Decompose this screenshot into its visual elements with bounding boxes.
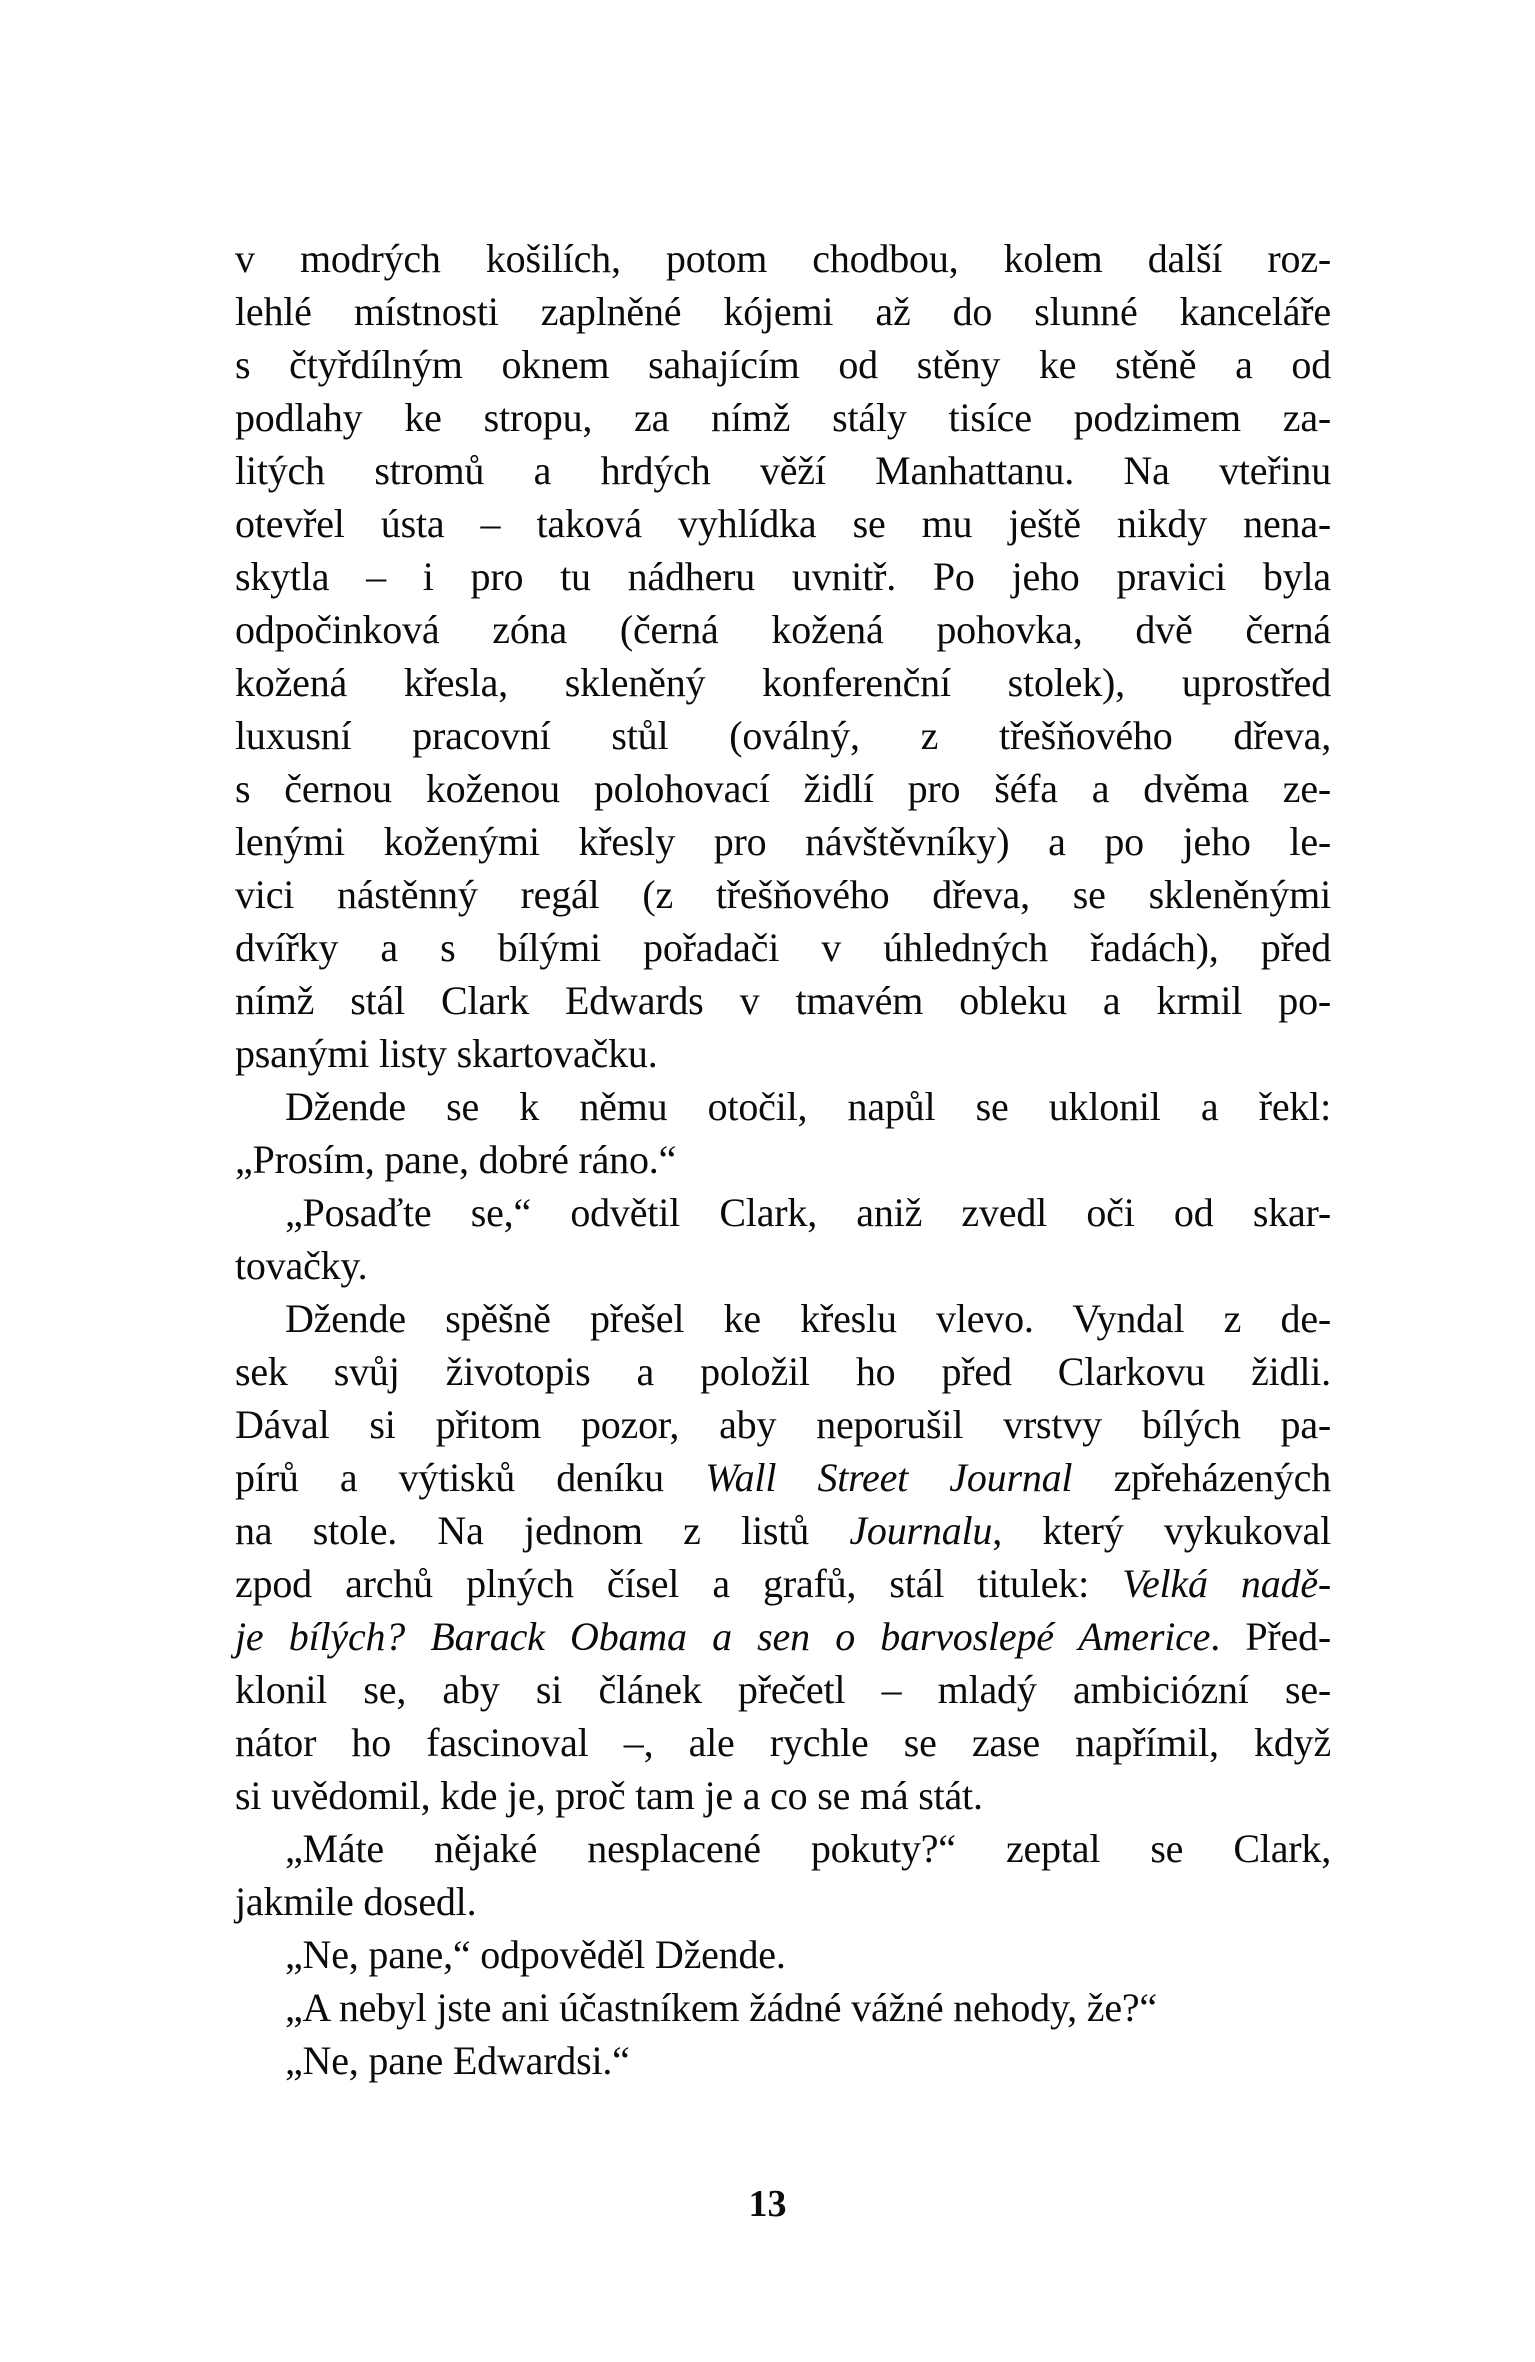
text-line <box>235 1027 1331 1080</box>
text-line <box>235 497 1331 550</box>
text-line <box>235 444 1331 497</box>
body-text: „Posaďte se,“ odvětil Clark, aniž zvedl oči od skar- <box>285 1190 1331 1235</box>
body-text: na stole. Na jednom z listů <box>235 1508 850 1553</box>
text-line <box>235 1716 1331 1769</box>
text-line <box>235 1186 1331 1239</box>
body-text: . Před- <box>1210 1614 1331 1659</box>
body-text: , který vykukoval <box>992 1508 1332 1553</box>
text-line <box>235 1133 1331 1186</box>
body-text: tovačky. <box>235 1243 368 1288</box>
text-line <box>235 1663 1331 1716</box>
body-text: s černou koženou polohovací židlí pro šéfa a dvěma ze- <box>235 766 1331 811</box>
body-text: vici nástěnný regál (z třešňového dřeva, se skleněnými <box>235 872 1331 917</box>
text-line <box>235 232 1331 285</box>
italic-text: Journalu <box>849 1508 993 1553</box>
body-text: Džende se k němu otočil, napůl se uklonil a řekl: <box>285 1084 1331 1129</box>
text-line <box>235 1822 1331 1875</box>
text-line <box>235 974 1331 1027</box>
text-line <box>235 1239 1331 1292</box>
body-text: podlahy ke stropu, za nímž stály tisíce podzimem za- <box>235 395 1331 440</box>
body-text: psanými listy skartovačku. <box>235 1031 658 1076</box>
text-line <box>235 762 1331 815</box>
text-line <box>235 1292 1331 1345</box>
body-text: „Ne, pane Edwardsi.“ <box>285 2038 630 2083</box>
body-text: „Máte nějaké nesplacené pokuty?“ zeptal se Clark, <box>285 1826 1331 1871</box>
body-text: lenými koženými křesly pro návštěvníky) a po jeho le- <box>235 819 1331 864</box>
body-text: zpod archů plných čísel a grafů, stál titulek: <box>235 1561 1123 1606</box>
text-line <box>235 921 1331 974</box>
body-text: odpočinková zóna (černá kožená pohovka, dvě černá <box>235 607 1331 652</box>
text-line <box>235 1345 1331 1398</box>
body-text: luxusní pracovní stůl (oválný, z třešňového dřeva, <box>235 713 1331 758</box>
body-text: pírů a výtisků deníku <box>235 1455 706 1500</box>
text-line <box>235 1769 1331 1822</box>
page-number: 13 <box>748 2183 787 2225</box>
body-text: lehlé místnosti zaplněné kójemi až do slunné kanceláře <box>235 289 1331 334</box>
italic-text: je bílých? Barack Obama a sen o barvoslepé Americe <box>235 1614 1211 1659</box>
italic-text: Velká nadě- <box>1122 1561 1331 1606</box>
body-text: Dával si přitom pozor, aby neporušil vrstvy bílých pa- <box>235 1402 1331 1447</box>
text-line <box>235 285 1331 338</box>
text-line <box>235 603 1331 656</box>
body-text: „A nebyl jste ani účastníkem žádné vážné nehody, že?“ <box>285 1985 1157 2030</box>
text-line <box>235 1875 1331 1928</box>
text-line <box>235 1398 1331 1451</box>
text-line <box>235 1928 1331 1981</box>
body-text: skytla – i pro tu nádheru uvnitř. Po jeho pravici byla <box>235 554 1331 599</box>
body-text: v modrých košilích, potom chodbou, kolem další roz- <box>235 236 1331 281</box>
body-text: si uvědomil, kde je, proč tam je a co se má stát. <box>235 1773 983 1818</box>
text-line <box>235 1981 1331 2034</box>
text-line <box>235 656 1331 709</box>
body-text: kožená křesla, skleněný konferenční stolek), uprostřed <box>235 660 1331 705</box>
body-text: nátor ho fascinoval –, ale rychle se zase napřímil, když <box>235 1720 1331 1765</box>
text-line <box>235 2034 1331 2087</box>
body-text: Džende spěšně přešel ke křeslu vlevo. Vyndal z de- <box>285 1296 1331 1341</box>
text-line <box>235 1080 1331 1133</box>
body-text: nímž stál Clark Edwards v tmavém obleku a krmil po- <box>235 978 1331 1023</box>
text-line <box>235 391 1331 444</box>
text-line <box>235 1451 1331 1504</box>
body-text: „Prosím, pane, dobré ráno.“ <box>235 1137 677 1182</box>
text-line <box>235 338 1331 391</box>
text-line <box>235 1557 1331 1610</box>
body-text: dvířky a s bílými pořadači v úhledných řadách), před <box>235 925 1331 970</box>
text-block <box>235 232 1331 2087</box>
text-line <box>235 709 1331 762</box>
text-line <box>235 1610 1331 1663</box>
text-line <box>235 1504 1331 1557</box>
body-text: jakmile dosedl. <box>235 1879 477 1924</box>
body-text: litých stromů a hrdých věží Manhattanu. Na vteřinu <box>235 448 1331 493</box>
body-text: otevřel ústa – taková vyhlídka se mu ještě nikdy nena- <box>235 501 1331 546</box>
body-text: sek svůj životopis a položil ho před Clarkovu židli. <box>235 1349 1331 1394</box>
text-line <box>235 868 1331 921</box>
body-text: „Ne, pane,“ odpověděl Džende. <box>285 1932 786 1977</box>
italic-text: Wall Street Journal <box>705 1455 1073 1500</box>
body-text: s čtyřdílným oknem sahajícím od stěny ke stěně a od <box>235 342 1331 387</box>
text-line <box>235 550 1331 603</box>
body-text: klonil se, aby si článek přečetl – mladý ambiciózní se- <box>235 1667 1331 1712</box>
body-text: zpřeházených <box>1072 1455 1332 1500</box>
text-line <box>235 815 1331 868</box>
